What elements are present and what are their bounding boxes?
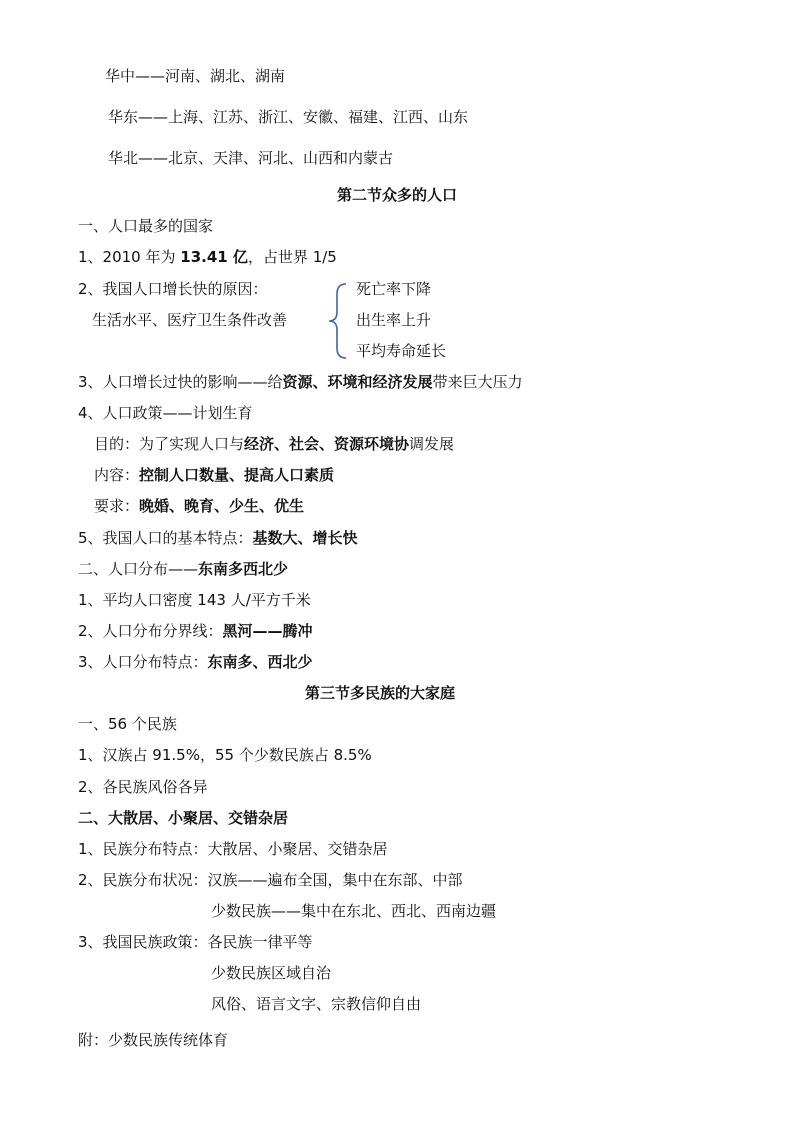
reason-death-rate: 死亡率下降 xyxy=(356,280,432,298)
s2-density: 1、平均人口密度 143 人/平方千米 xyxy=(78,591,311,609)
s2-item2-sub: 生活水平、医疗卫生条件改善 xyxy=(92,311,288,329)
curly-brace-icon xyxy=(326,282,348,360)
s2-boundary: 2、人口分布分界线：黑河——腾冲 xyxy=(78,622,313,640)
s2-item2-label: 2、我国人口增长快的原因： xyxy=(78,280,268,298)
s2-part2-heading: 二、人口分布——东南多西北少 xyxy=(78,560,289,578)
region-north: 华北——北京、天津、河北、山西和内蒙古 xyxy=(108,149,394,167)
s2-item4-label: 4、人口政策——计划生育 xyxy=(78,404,253,422)
s2-part1-heading: 一、人口最多的国家 xyxy=(78,217,214,235)
s3-distribution-status: 2、民族分布状况：汉族——遍布全国，集中在东部、中部 xyxy=(78,871,463,889)
s2-item4-purpose: 目的：为了实现人口与经济、社会、资源环境协调发展 xyxy=(94,435,455,453)
region-east: 华东——上海、江苏、浙江、安徽、福建、江西、山东 xyxy=(108,108,469,126)
s3-distribution-features: 1、民族分布特点：大散居、小聚居、交错杂居 xyxy=(78,840,388,858)
s3-minority-distribution: 少数民族——集中在东北、西北、西南边疆 xyxy=(211,902,497,920)
s3-ethnic-policy: 3、我国民族政策：各民族一律平等 xyxy=(78,933,313,951)
section3-title: 第三节多民族的大家庭 xyxy=(305,684,456,702)
s3-policy-autonomy: 少数民族区域自治 xyxy=(211,964,332,982)
s2-distribution: 3、人口分布特点：东南多、西北少 xyxy=(78,653,313,671)
section2-title: 第二节众多的人口 xyxy=(337,186,458,204)
region-central: 华中——河南、湖北、湖南 xyxy=(105,67,286,85)
s2-item4-require: 要求：晚婚、晚育、少生、优生 xyxy=(94,497,305,515)
s2-item4-content: 内容：控制人口数量、提高人口素质 xyxy=(94,466,335,484)
appendix-note: 附：少数民族传统体育 xyxy=(78,1031,229,1049)
s3-customs: 2、各民族风俗各异 xyxy=(78,778,208,796)
s2-item5: 5、我国人口的基本特点：基数大、增长快 xyxy=(78,529,358,547)
reason-birth-rate: 出生率上升 xyxy=(356,311,432,329)
reason-life-expectancy: 平均寿命延长 xyxy=(356,342,447,360)
s2-item1: 1、2010 年为 13.41 亿，占世界 1/5 xyxy=(78,248,337,266)
s2-item3: 3、人口增长过快的影响——给资源、环境和经济发展带来巨大压力 xyxy=(78,373,523,391)
s3-ethnic-ratio: 1、汉族占 91.5%，55 个少数民族占 8.5% xyxy=(78,746,372,764)
s3-part1-heading: 一、56 个民族 xyxy=(78,715,177,733)
s3-policy-freedom: 风俗、语言文字、宗教信仰自由 xyxy=(211,995,422,1013)
s3-part2-heading: 二、大散居、小聚居、交错杂居 xyxy=(78,809,289,827)
